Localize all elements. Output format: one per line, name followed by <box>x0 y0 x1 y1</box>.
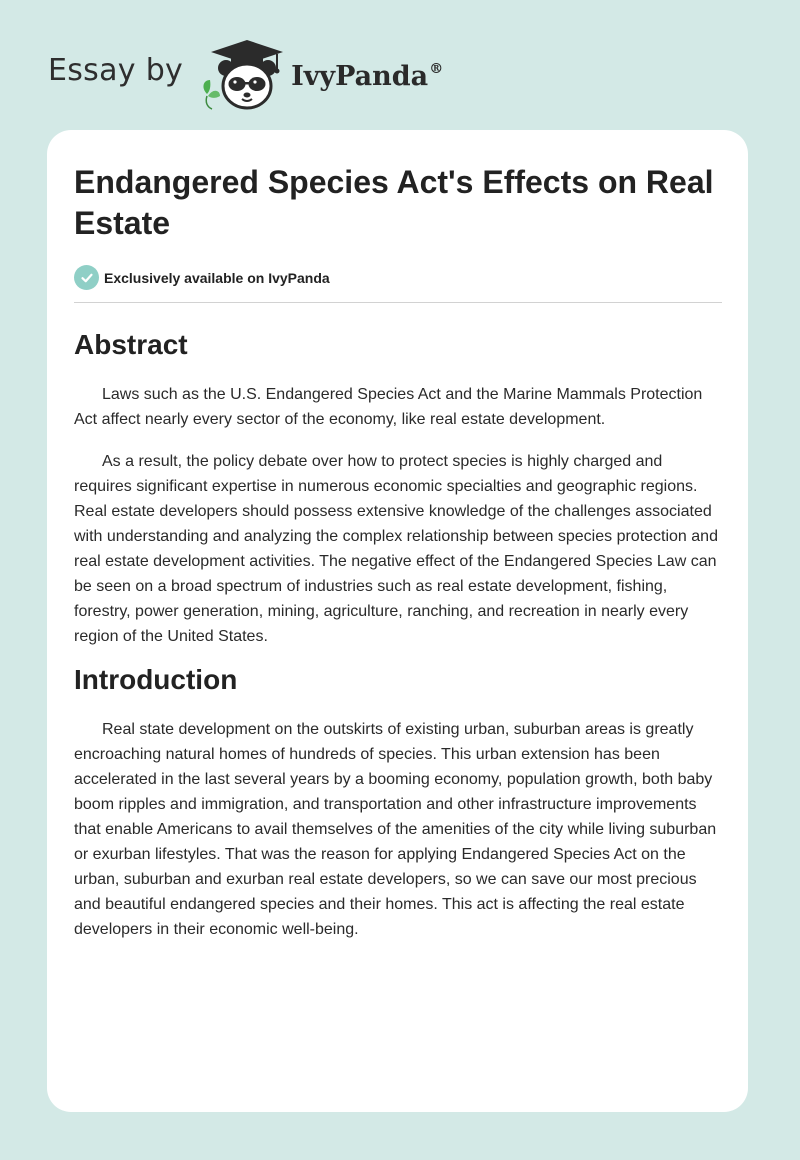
check-icon <box>74 265 99 290</box>
abstract-paragraph-1: Laws such as the U.S. Endangered Species Act and the Marine Mammals Protection Act affect nearly every sector of the economy, like real estate development. <box>74 386 703 428</box>
essay-by-label: Essay by <box>48 52 184 88</box>
ivypanda-brand <box>291 61 443 92</box>
introduction-paragraph-1: Real state development on the outskirts of existing urban, suburban areas is greatly encroaching natural homes of hundreds of species. This urban extension has been accelerated in the last several years by a booming economy, population growth, both baby boom ripples and immigration, and transportation and other infrastructure improvements that enable Americans to avail themselves of the amenities of the city while living suburban or exurban lifestyles. That was the reason for applying Endangered Species Act on the urban, suburban and exurban real estate developers, so we can save our most precious and beautiful endangered species and their homes. This act is affecting the real estate developers in their economic well-being. <box>74 721 717 938</box>
ivypanda-logo-icon <box>199 36 287 112</box>
site-header <box>48 34 443 114</box>
section-heading-abstract: Abstract <box>74 329 188 360</box>
divider <box>74 302 722 303</box>
exclusive-label: Exclusively available on IvyPanda <box>104 269 330 286</box>
essay-content <box>74 162 722 942</box>
essay-card <box>47 130 748 1112</box>
brand-name: IvyPanda <box>291 60 429 92</box>
exclusive-badge <box>74 265 722 290</box>
registered-mark: ® <box>429 60 444 77</box>
page-title: Endangered Species Act's Effects on Real Estate <box>74 164 714 241</box>
abstract-paragraph-2: As a result, the policy debate over how to protect species is highly charged and requires significant expertise in numerous economic specialties and geographic regions. Real estate developers should possess extensive knowledge of the challenges associated with understanding and analyzing the complex relationship between species protection and real estate development activities. The negative effect of the Endangered Species Law can be seen on a broad spectrum of industries such as real estate development, fishing, forestry, power generation, mining, agriculture, ranching, and recreation in nearly every region of the United States. <box>74 453 718 645</box>
section-heading-introduction: Introduction <box>74 664 238 695</box>
